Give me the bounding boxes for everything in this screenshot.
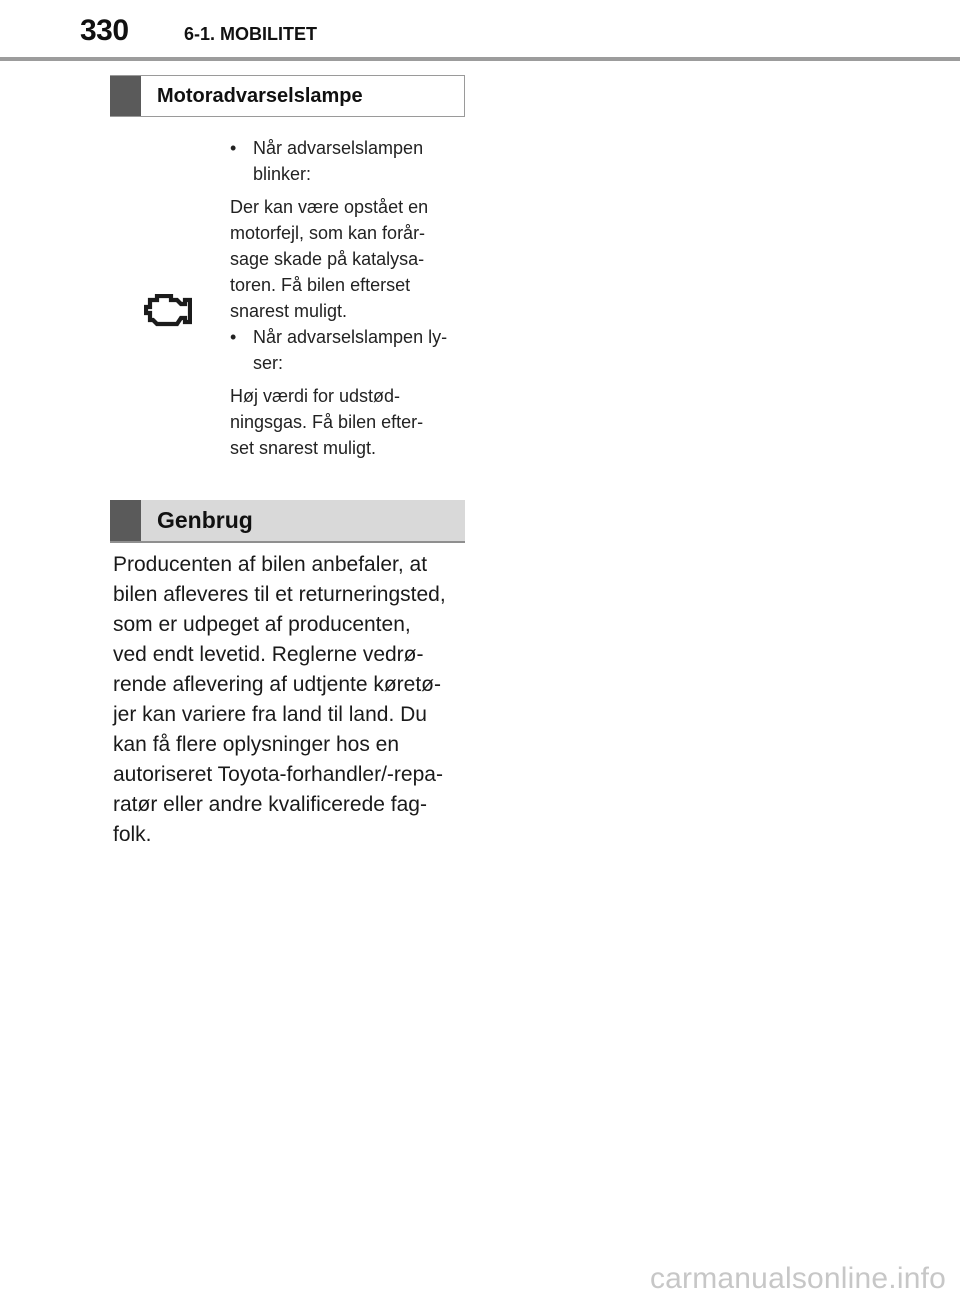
body-line: rende aflevering af udtjente køretø- [113, 673, 442, 696]
body-line: kan få flere oplysninger hos en [113, 733, 400, 756]
bullet-lit-line: ser: [253, 353, 284, 373]
text-line: ningsgas. Få bilen efter- [230, 412, 424, 432]
text-line: Der kan være opstået en [230, 197, 429, 217]
text-line: motorfejl, som kan forår- [230, 223, 426, 243]
recycling-heading-box [110, 500, 465, 543]
header-divider [0, 57, 960, 61]
recycling-heading: Genbrug [157, 507, 253, 533]
body-line: ratør eller andre kvalificerede fag- [113, 793, 427, 816]
bullet-blinking [230, 135, 470, 187]
body-line: Producenten af bilen anbefaler, at [113, 553, 428, 576]
bullet-dot: • [230, 327, 237, 347]
warning-lamp-heading-box [110, 75, 465, 117]
page-header [0, 0, 960, 62]
recycling-body [113, 550, 473, 850]
warning-lamp-description [230, 135, 470, 461]
bullet-blinking-line: blinker: [253, 164, 312, 184]
engine-warning-icon [144, 294, 192, 328]
text-line: sage skade på katalysa- [230, 249, 425, 269]
page-number: 330 [80, 14, 129, 47]
warning-lamp-heading: Motoradvarselslampe [157, 84, 363, 107]
bullet-dot: • [230, 138, 237, 158]
bullet-lit-line: Når advarselslampen ly- [253, 327, 448, 347]
heading-accent-bar [110, 500, 141, 541]
body-line: jer kan variere fra land til land. Du [113, 703, 427, 726]
blinking-explanation [230, 194, 470, 324]
body-line: som er udpeget af producenten, [113, 613, 411, 636]
body-line: autoriseret Toyota-forhandler/-repa- [113, 763, 443, 786]
bullet-blinking-line: Når advarselslampen [253, 138, 424, 158]
body-line: folk. [113, 823, 152, 846]
lit-explanation [230, 383, 470, 461]
bullet-lit [230, 324, 470, 376]
text-line: set snarest muligt. [230, 438, 377, 458]
text-line: snarest muligt. [230, 301, 348, 321]
section-title: 6-1. MOBILITET [184, 24, 318, 44]
watermark: carmanualsonline.info [649, 1262, 946, 1295]
body-line: ved endt levetid. Reglerne vedrø- [113, 643, 424, 666]
text-line: Høj værdi for udstød- [230, 386, 401, 406]
body-line: bilen afleveres til et returneringsted, [113, 583, 446, 606]
heading-accent-bar [110, 76, 141, 116]
text-line: toren. Få bilen efterset [230, 275, 411, 295]
